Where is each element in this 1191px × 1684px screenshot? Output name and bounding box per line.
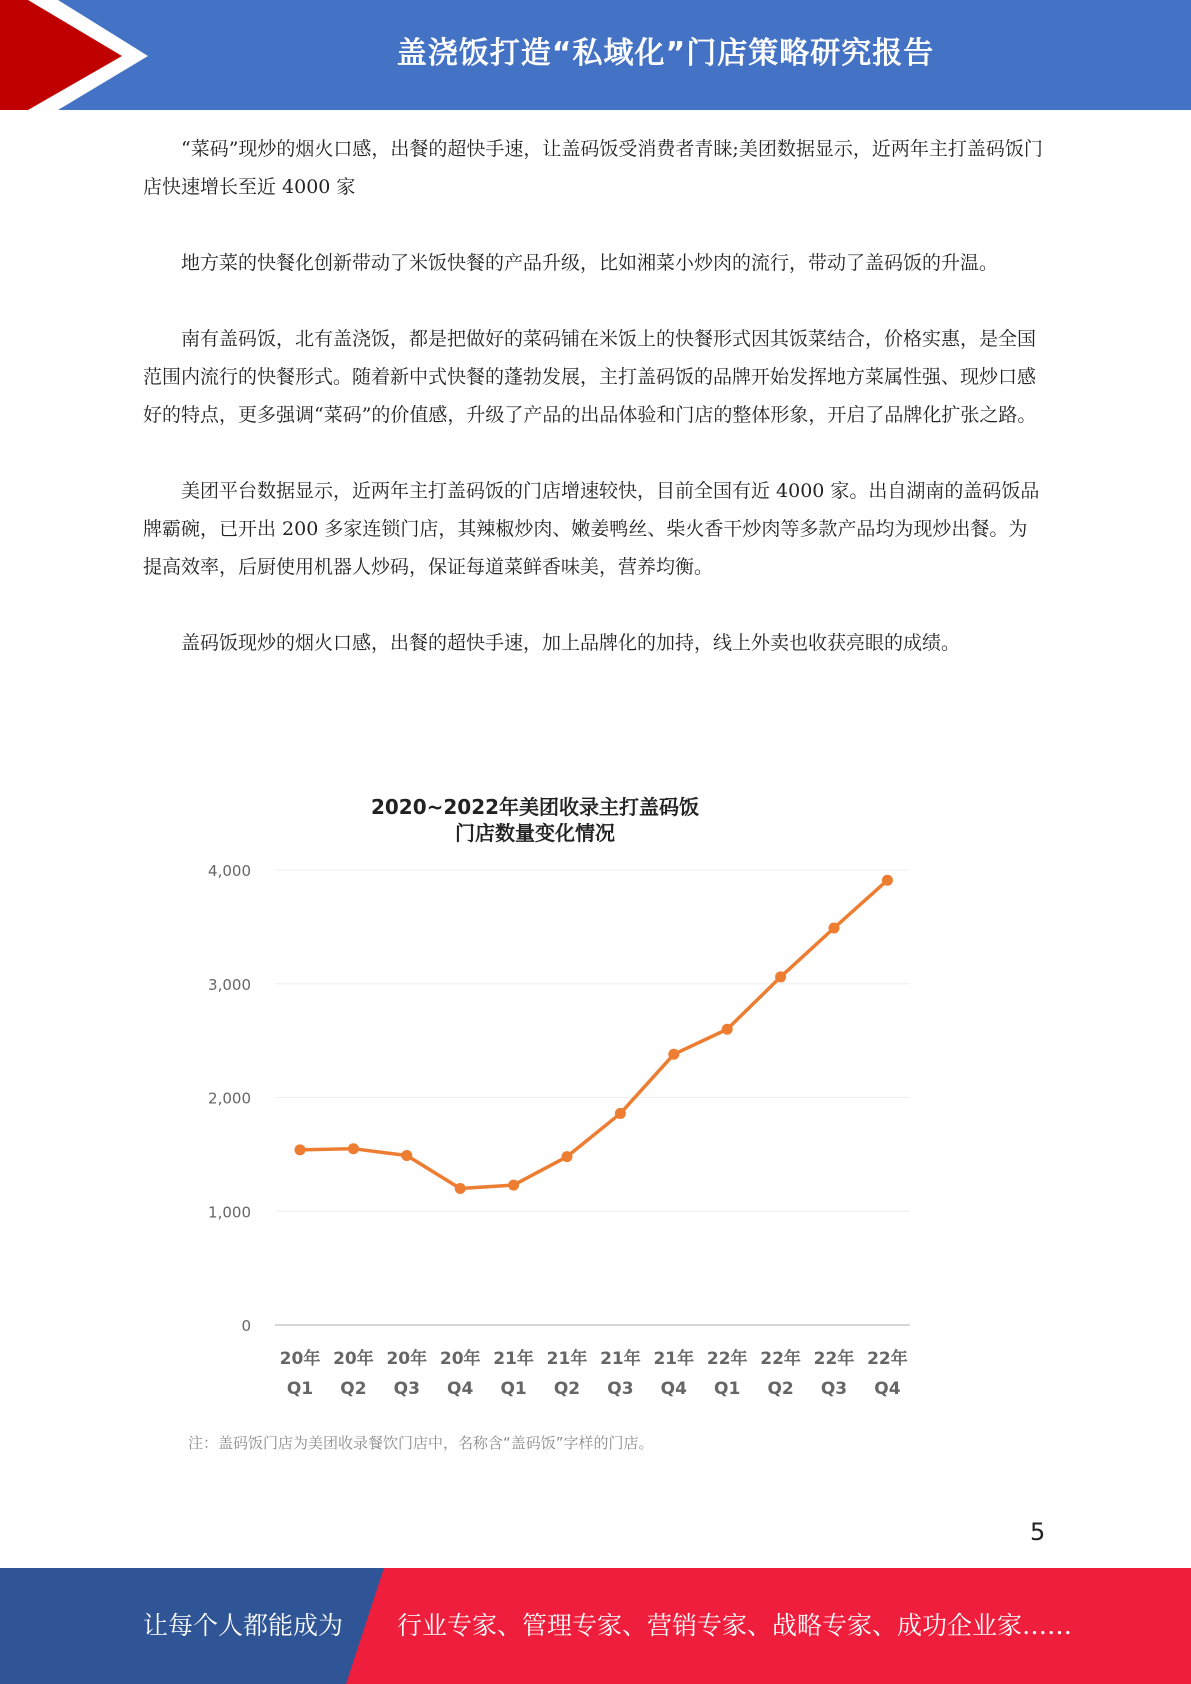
x-tick-label-year: 21年 [493,1349,534,1369]
page-header [0,0,1191,110]
x-tick-label-year: 20年 [279,1349,321,1369]
x-tick-label-year: 21年 [653,1349,695,1369]
x-tick-label-quarter: Q1 [286,1379,314,1399]
paragraph-3: 南有盖码饭，北有盖浇饭，都是把做好的菜码铺在米饭上的快餐形式因其饭菜结合，价格实惠，是全国范围内流行的快餐形式。随着新中式快餐的蓬勃发展，主打盖码饭的品牌开始发挥地方菜属性强、现炒口感好的特点，更多强调“菜码”的价值感，升级了产品的出品体验和门店的整体形象，开启了品牌化扩张之路。 [143,328,1037,426]
data-point [562,1151,573,1162]
paragraph-4: 美团平台数据显示，近两年主打盖码饭的门店增速较快，目前全国有近 4000 家。出自湖南的盖码饭品牌霸碗，已开出 200 多家连锁门店，其辣椒炒肉、嫩姜鸭丝、柴火香干炒肉等多款产品均为现炒出餐。为提高效率，后厨使用机器人炒码，保证每道菜鲜香味美，营养均衡。 [143,480,1040,578]
store-count-chart [185,780,925,1404]
line-chart-svg [185,780,925,1400]
x-tick-label-year: 21年 [600,1349,641,1369]
data-point [775,971,786,982]
x-tick-label-quarter: Q4 [447,1379,474,1399]
x-tick-label-quarter: Q2 [340,1379,367,1399]
x-tick-label-quarter: Q2 [767,1379,794,1399]
page-number: 5 [1030,1518,1046,1546]
x-tick-label-quarter: Q3 [607,1379,634,1399]
x-tick-label-year: 20年 [439,1349,481,1369]
x-tick-label-year: 21年 [546,1349,588,1369]
data-point [829,923,840,934]
data-point [295,1144,306,1155]
x-tick-label-quarter: Q2 [553,1379,581,1399]
footer-slogan-right: 行业专家、管理专家、营销专家、战略专家、成功企业家…… [397,1611,1073,1640]
y-tick-label: 1,000 [208,1203,251,1222]
series-line [300,880,887,1188]
data-point [668,1049,679,1060]
data-point [401,1150,412,1161]
x-tick-label-year: 22年 [813,1349,855,1369]
x-tick-label-quarter: Q4 [874,1379,901,1399]
y-tick-label: 3,000 [208,975,251,994]
data-point [615,1108,626,1119]
y-tick-label: 4,000 [208,862,251,880]
chart-title-line2: 门店数量变化情况 [455,821,615,845]
paragraph-2: 地方菜的快餐化创新带动了米饭快餐的产品升级，比如湘菜小炒肉的流行，带动了盖码饭的升温。 [181,252,999,274]
data-point [508,1180,519,1191]
data-point [722,1024,733,1035]
x-tick-label-year: 22年 [867,1349,908,1369]
x-tick-label-year: 20年 [333,1349,374,1369]
x-tick-label-quarter: Q4 [660,1379,687,1399]
x-tick-label-quarter: Q1 [714,1379,741,1399]
x-tick-label-year: 20年 [386,1349,428,1369]
footer-slogan-left: 让每个人都能成为 [143,1611,344,1640]
report-title: 盖浇饭打造“私域化”门店策略研究报告 [396,36,935,71]
data-point [348,1143,359,1154]
x-tick-label-quarter: Q3 [393,1379,420,1399]
page-footer [0,1568,1191,1684]
x-tick-label-quarter: Q1 [500,1379,527,1399]
header-arrow-decoration [0,0,160,110]
data-point [455,1183,466,1194]
article-body [143,130,1045,700]
x-tick-label-year: 22年 [760,1349,801,1369]
y-tick-label: 2,000 [208,1089,251,1108]
paragraph-1: “菜码”现炒的烟火口感，出餐的超快手速，让盖码饭受消费者青睐;美团数据显示，近两年主打盖码饭门店快速增长至近 4000 家 [143,138,1043,198]
chart-note: 注：盖码饭门店为美团收录餐饮门店中，名称含“盖码饭”字样的门店。 [188,1434,654,1452]
x-tick-label-year: 22年 [706,1349,748,1369]
y-tick-label: 0 [241,1317,251,1335]
chart-title-line1: 2020~2022年美团收录主打盖码饭 [370,795,700,819]
x-tick-label-quarter: Q3 [820,1379,848,1399]
paragraph-5: 盖码饭现炒的烟火口感，出餐的超快手速，加上品牌化的加持，线上外卖也收获亮眼的成绩。 [181,632,961,654]
data-point [882,875,893,886]
